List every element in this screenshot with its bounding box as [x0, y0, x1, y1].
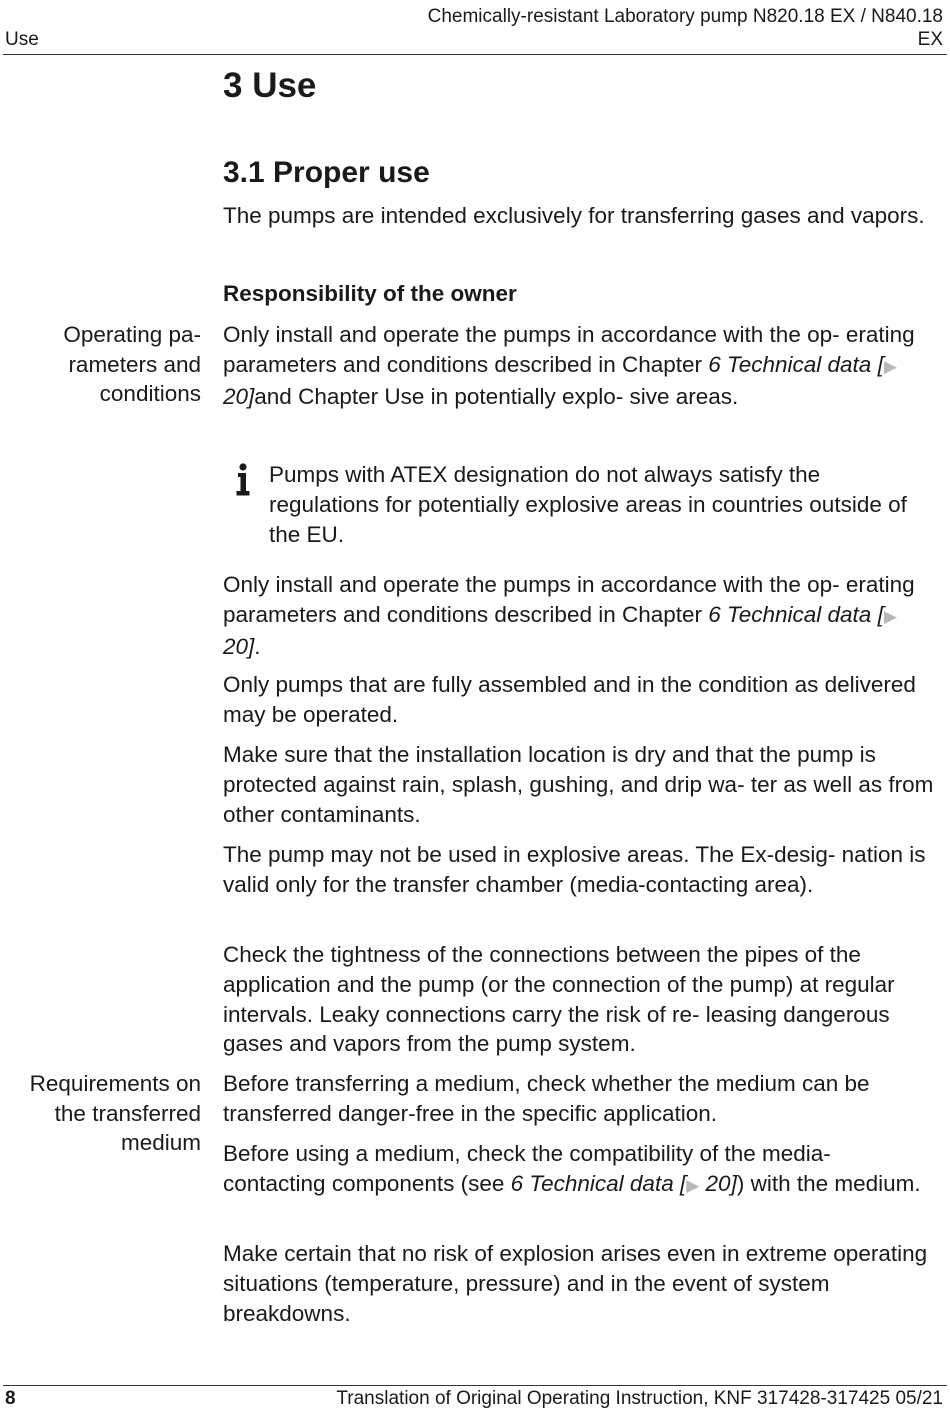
cross-reference-arrow-icon: ▶ [883, 606, 897, 626]
running-header-section: Use [5, 29, 39, 50]
install-paragraph [223, 570, 935, 661]
header-title-line2: EX [917, 29, 943, 50]
cross-reference-arrow-icon: ▶ [686, 1175, 700, 1195]
margin-note-operating-parameters: Operating pa- rameters and conditions [63, 322, 201, 406]
intro-paragraph: The pumps are intended exclusively for transferring gases and vapors. [223, 203, 925, 228]
footer-divider [3, 1385, 947, 1386]
paragraph-text: Only install and operate the pumps in accordance with the op- erating parameters and conditions described in Chapter [223, 572, 915, 627]
operating-parameters-paragraph [223, 320, 935, 411]
compatibility-paragraph [223, 1139, 935, 1201]
link-text: 6 Technical data [ [708, 601, 884, 627]
connection-tightness-paragraph: Check the tightness of the connections between the pipes of the application and the pump (or the connection of the pump) at regular intervals. Leaky connections carry the risk of re- leasing dangerous gases and vapors from the pump system. [223, 942, 895, 1057]
header-divider [3, 54, 947, 55]
section-title: 3.1 Proper use [223, 156, 430, 189]
link-page: 20] [223, 383, 255, 409]
link-text: 6 Technical data [ [510, 1170, 687, 1196]
footer-document-info: Translation of Original Operating Instruction, KNF 317428-317425 05/21 [336, 1388, 943, 1409]
chapter-title: 3 Use [223, 66, 317, 105]
link-page: 20] [223, 633, 255, 659]
link-page: 20] [699, 1170, 737, 1196]
atex-note: Pumps with ATEX designation do not always satisfy the regulations for potentially explosive areas in countries outside of the EU. [269, 462, 907, 547]
explosive-areas-paragraph: The pump may not be used in explosive areas. The Ex-desig- nation is valid only for the transfer chamber (media-contacting area). [223, 842, 926, 897]
margin-note-requirements: Requirements on the transferred medium [29, 1071, 201, 1155]
info-icon [233, 460, 253, 500]
paragraph-text: Before using a medium, check the compatibility of the media- contacting components (see [223, 1141, 831, 1196]
installation-location-paragraph: Make sure that the installation location is dry and that the pump is protected against rain, splash, gushing, and drip wa- ter as well as from other contaminants. [223, 742, 934, 827]
technical-data-link[interactable] [511, 1171, 737, 1196]
owner-heading: Responsibility of the owner [223, 281, 517, 306]
paragraph-text: . [254, 633, 261, 659]
paragraph-text: and Chapter Use in potentially explo- sive areas. [254, 383, 739, 409]
link-text: 6 Technical data [ [708, 351, 884, 377]
explosion-risk-paragraph: Make certain that no risk of explosion arises even in extreme operating situations (temperature, pressure) and in the event of system breakdowns. [223, 1241, 928, 1326]
header-title-line1: Chemically-resistant Laboratory pump N820.18 EX / N840.18 [427, 6, 943, 27]
cross-reference-arrow-icon: ▶ [883, 356, 897, 376]
transfer-medium-paragraph: Before transferring a medium, check whether the medium can be transferred danger-free in the specific application. [223, 1071, 870, 1126]
assembled-paragraph: Only pumps that are fully assembled and in the condition as delivered may be operated. [223, 672, 916, 727]
page-number: 8 [5, 1388, 16, 1409]
paragraph-text: Only install and operate the pumps in accordance with the op- erating parameters and conditions described in Chapter [223, 322, 915, 377]
running-header-title [343, 5, 943, 51]
paragraph-text: ) with the medium. [736, 1170, 921, 1196]
